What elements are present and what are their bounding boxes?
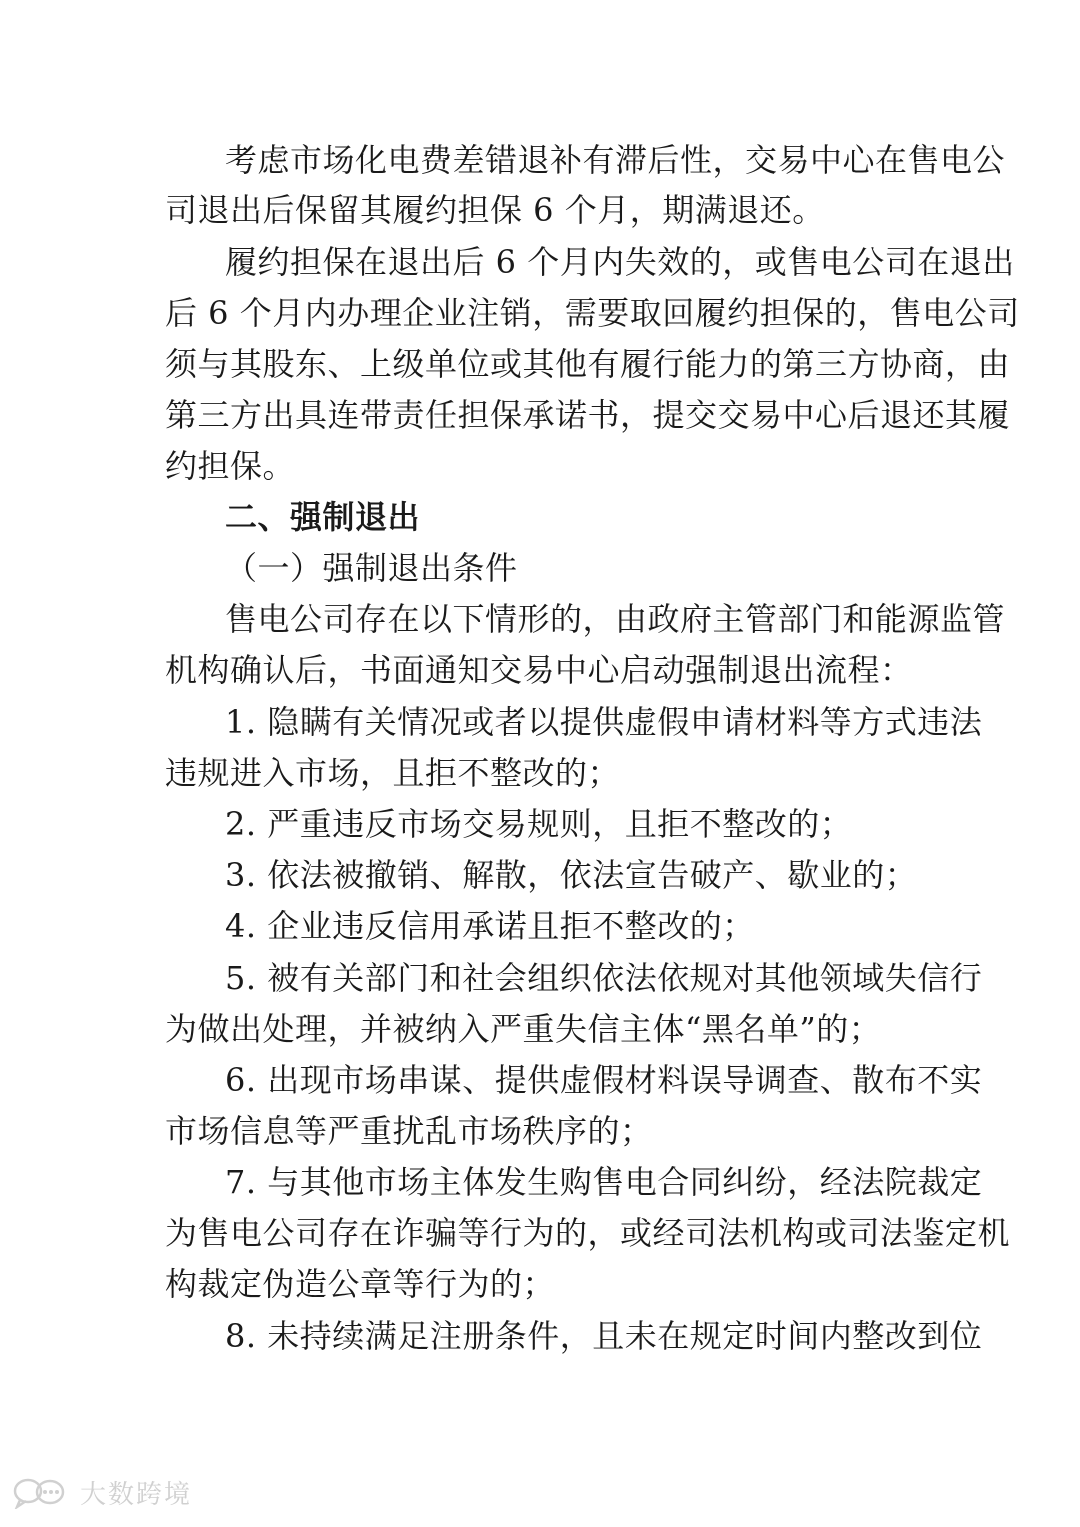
list-item-line: 2. 严重违反市场交易规则，且拒不整改的；: [225, 805, 853, 843]
paragraph-line: 须与其股东、上级单位或其他有履行能力的第三方协商，由: [165, 345, 1011, 383]
paragraph-line: 售电公司存在以下情形的，由政府主管部门和能源监管: [225, 600, 1006, 638]
paragraph-line: 司退出后保留其履约担保 6 个月，期满退还。: [165, 191, 825, 229]
list-item-line: 为做出处理，并被纳入严重失信主体“黑名单”的；: [165, 1010, 882, 1048]
watermark-text: 大数跨境: [80, 1479, 193, 1510]
list-item-line: 为售电公司存在诈骗等行为的，或经司法机构或司法鉴定机: [165, 1214, 1011, 1252]
list-item-line: 3. 依法被撤销、解散，依法宣告破产、歇业的；: [225, 856, 918, 894]
section-heading: 二、强制退出: [225, 498, 421, 536]
watermark: [12, 1472, 192, 1512]
paragraph-line: 第三方出具连带责任担保承诺书，提交交易中心后退还其履: [165, 396, 1011, 434]
list-item-line: 6. 出现市场串谋、提供虚假材料误导调查、散布不实: [225, 1061, 983, 1099]
list-item-line: 5. 被有关部门和社会组织依法依规对其他领域失信行: [225, 959, 983, 997]
subsection-heading: （一）强制退出条件: [225, 549, 518, 587]
paragraph-line: 履约担保在退出后 6 个月内失效的，或售电公司在退出: [225, 243, 1015, 281]
list-item-line: 违规进入市场，且拒不整改的；: [165, 754, 621, 792]
list-item-line: 8. 未持续满足注册条件，且未在规定时间内整改到位: [225, 1317, 983, 1355]
list-item-line: 构裁定伪造公章等行为的；: [165, 1265, 556, 1303]
chat-bubbles-logo-icon: [12, 1475, 74, 1509]
paragraph-line: 后 6 个月内办理企业注销，需要取回履约担保的，售电公司: [165, 294, 1020, 332]
paragraph-line: 考虑市场化电费差错退补有滞后性，交易中心在售电公: [225, 141, 1006, 179]
paragraph-line: 机构确认后，书面通知交易中心启动强制退出流程：: [165, 651, 913, 689]
list-item-line: 市场信息等严重扰乱市场秩序的；: [165, 1112, 653, 1150]
paragraph-line: 约担保。: [165, 447, 296, 485]
list-item-line: 1. 隐瞒有关情况或者以提供虚假申请材料等方式违法: [225, 703, 983, 741]
list-item-line: 7. 与其他市场主体发生购售电合同纠纷，经法院裁定: [225, 1163, 983, 1201]
list-item-line: 4. 企业违反信用承诺且拒不整改的；: [225, 907, 755, 945]
